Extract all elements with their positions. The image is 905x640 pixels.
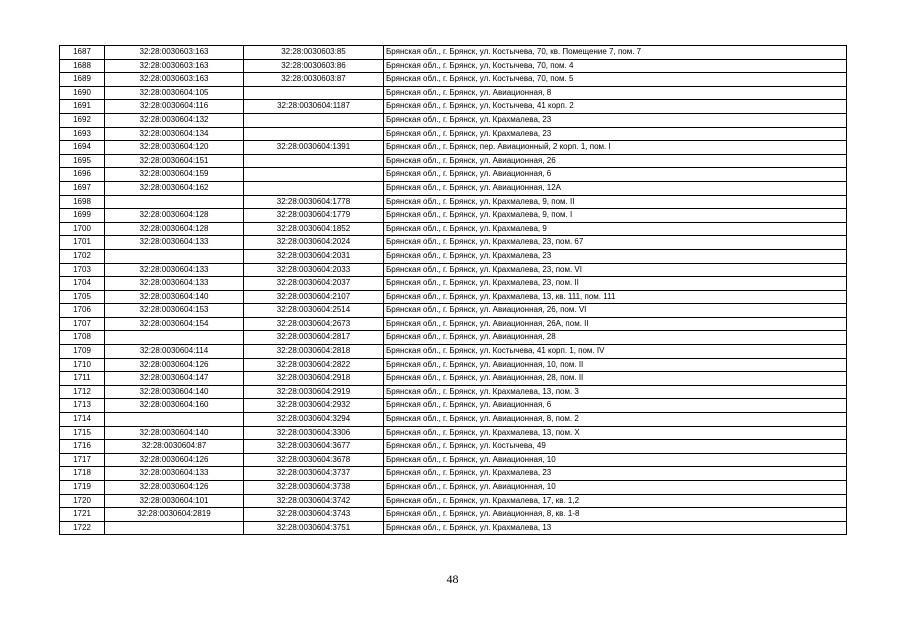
parcel-cadastral-number: 32:28:0030604:154 — [105, 317, 244, 331]
parcel-cadastral-number — [105, 413, 244, 427]
table-row — [60, 222, 847, 236]
parcel-cadastral-number: 32:28:0030604:160 — [105, 399, 244, 413]
object-cadastral-number: 32:28:0030604:1779 — [244, 209, 384, 223]
address-cell: Брянская обл., г. Брянск, ул. Крахмалева, 9, пом. I — [384, 209, 847, 223]
object-cadastral-number — [244, 181, 384, 195]
object-cadastral-number: 32:28:0030604:2818 — [244, 345, 384, 359]
parcel-cadastral-number — [105, 331, 244, 345]
table-row — [60, 413, 847, 427]
parcel-cadastral-number: 32:28:0030604:2819 — [105, 508, 244, 522]
object-cadastral-number: 32:28:0030604:2919 — [244, 385, 384, 399]
address-cell: Брянская обл., г. Брянск, ул. Авиационная, 28, пом. II — [384, 372, 847, 386]
parcel-cadastral-number: 32:28:0030604:153 — [105, 304, 244, 318]
row-number: 1718 — [60, 467, 105, 481]
address-cell: Брянская обл., г. Брянск, ул. Крахмалева, 13 — [384, 521, 847, 535]
address-cell: Брянская обл., г. Брянск, ул. Крахмалева, 13, пом. X — [384, 426, 847, 440]
address-cell: Брянская обл., г. Брянск, ул. Крахмалева, 23 — [384, 127, 847, 141]
table-row — [60, 154, 847, 168]
parcel-cadastral-number: 32:28:0030604:133 — [105, 277, 244, 291]
table-row — [60, 385, 847, 399]
table-row — [60, 467, 847, 481]
address-cell: Брянская обл., г. Брянск, ул. Авиационная, 26 — [384, 154, 847, 168]
row-number: 1698 — [60, 195, 105, 209]
address-cell: Брянская обл., г. Брянск, ул. Костычева, 70, пом. 4 — [384, 59, 847, 73]
address-cell: Брянская обл., г. Брянск, ул. Крахмалева, 9 — [384, 222, 847, 236]
object-cadastral-number: 32:28:0030604:2817 — [244, 331, 384, 345]
page-number: 48 — [446, 572, 459, 586]
object-cadastral-number: 32:28:0030604:2107 — [244, 290, 384, 304]
parcel-cadastral-number: 32:28:0030604:132 — [105, 113, 244, 127]
object-cadastral-number — [244, 127, 384, 141]
object-cadastral-number: 32:28:0030604:3742 — [244, 494, 384, 508]
object-cadastral-number: 32:28:0030604:1852 — [244, 222, 384, 236]
object-cadastral-number: 32:28:0030604:2033 — [244, 263, 384, 277]
object-cadastral-number — [244, 113, 384, 127]
table-row — [60, 73, 847, 87]
object-cadastral-number: 32:28:0030604:1778 — [244, 195, 384, 209]
table-row — [60, 399, 847, 413]
object-cadastral-number: 32:28:0030604:1391 — [244, 141, 384, 155]
row-number: 1708 — [60, 331, 105, 345]
object-cadastral-number: 32:28:0030604:2037 — [244, 277, 384, 291]
object-cadastral-number — [244, 86, 384, 100]
address-cell: Брянская обл., г. Брянск, ул. Крахмалева, 23 — [384, 249, 847, 263]
address-cell: Брянская обл., г. Брянск, ул. Крахмалева, 23, пом. VI — [384, 263, 847, 277]
parcel-cadastral-number — [105, 521, 244, 535]
row-number: 1690 — [60, 86, 105, 100]
parcel-cadastral-number: 32:28:0030604:126 — [105, 453, 244, 467]
row-number: 1700 — [60, 222, 105, 236]
table-row — [60, 317, 847, 331]
address-cell: Брянская обл., г. Брянск, ул. Крахмалева, 23 — [384, 113, 847, 127]
row-number: 1701 — [60, 236, 105, 250]
row-number: 1714 — [60, 413, 105, 427]
row-number: 1694 — [60, 141, 105, 155]
parcel-cadastral-number: 32:28:0030604:87 — [105, 440, 244, 454]
address-cell: Брянская обл., г. Брянск, ул. Костычева, 41 корп. 2 — [384, 100, 847, 114]
object-cadastral-number: 32:28:0030604:3743 — [244, 508, 384, 522]
parcel-cadastral-number: 32:28:0030603:163 — [105, 46, 244, 60]
row-number: 1719 — [60, 481, 105, 495]
table-row — [60, 263, 847, 277]
table-row — [60, 277, 847, 291]
row-number: 1717 — [60, 453, 105, 467]
table-row — [60, 209, 847, 223]
table-row — [60, 481, 847, 495]
table-row — [60, 508, 847, 522]
address-cell: Брянская обл., г. Брянск, ул. Авиационная, 10 — [384, 453, 847, 467]
object-cadastral-number: 32:28:0030604:2673 — [244, 317, 384, 331]
object-cadastral-number: 32:28:0030603:87 — [244, 73, 384, 87]
object-cadastral-number: 32:28:0030603:85 — [244, 46, 384, 60]
object-cadastral-number: 32:28:0030604:3738 — [244, 481, 384, 495]
address-cell: Брянская обл., г. Брянск, ул. Крахмалева, 17, кв. 1,2 — [384, 494, 847, 508]
table-row — [60, 453, 847, 467]
address-cell: Брянская обл., г. Брянск, ул. Крахмалева, 9, пом. II — [384, 195, 847, 209]
row-number: 1696 — [60, 168, 105, 182]
address-cell: Брянская обл., г. Брянск, пер. Авиационный, 2 корп. 1, пом. I — [384, 141, 847, 155]
row-number: 1721 — [60, 508, 105, 522]
parcel-cadastral-number: 32:28:0030604:134 — [105, 127, 244, 141]
row-number: 1688 — [60, 59, 105, 73]
parcel-cadastral-number: 32:28:0030604:133 — [105, 263, 244, 277]
address-cell: Брянская обл., г. Брянск, ул. Крахмалева, 23, пом. II — [384, 277, 847, 291]
address-cell: Брянская обл., г. Брянск, ул. Авиационная, 6 — [384, 168, 847, 182]
address-cell: Брянская обл., г. Брянск, ул. Крахмалева, 13, кв. 111, пом. 111 — [384, 290, 847, 304]
row-number: 1695 — [60, 154, 105, 168]
table-row — [60, 46, 847, 60]
row-number: 1707 — [60, 317, 105, 331]
address-cell: Брянская обл., г. Брянск, ул. Авиационная, 26, пом. VI — [384, 304, 847, 318]
table-row — [60, 345, 847, 359]
parcel-cadastral-number — [105, 249, 244, 263]
row-number: 1720 — [60, 494, 105, 508]
row-number: 1703 — [60, 263, 105, 277]
object-cadastral-number: 32:28:0030604:3751 — [244, 521, 384, 535]
row-number: 1693 — [60, 127, 105, 141]
address-cell: Брянская обл., г. Брянск, ул. Костычева, 70, кв. Помещение 7, пом. 7 — [384, 46, 847, 60]
object-cadastral-number: 32:28:0030604:2932 — [244, 399, 384, 413]
row-number: 1705 — [60, 290, 105, 304]
object-cadastral-number: 32:28:0030604:3306 — [244, 426, 384, 440]
object-cadastral-number: 32:28:0030604:1187 — [244, 100, 384, 114]
row-number: 1722 — [60, 521, 105, 535]
address-cell: Брянская обл., г. Брянск, ул. Костычева, 41 корп. 1, пом. IV — [384, 345, 847, 359]
parcel-cadastral-number: 32:28:0030603:163 — [105, 73, 244, 87]
table-row — [60, 304, 847, 318]
cadastral-table — [59, 45, 847, 535]
table-row — [60, 86, 847, 100]
object-cadastral-number: 32:28:0030604:3294 — [244, 413, 384, 427]
row-number: 1687 — [60, 46, 105, 60]
parcel-cadastral-number: 32:28:0030604:133 — [105, 236, 244, 250]
object-cadastral-number: 32:28:0030604:3737 — [244, 467, 384, 481]
address-cell: Брянская обл., г. Брянск, ул. Авиационная, 8, пом. 2 — [384, 413, 847, 427]
object-cadastral-number: 32:28:0030604:2514 — [244, 304, 384, 318]
parcel-cadastral-number: 32:28:0030604:128 — [105, 209, 244, 223]
table-row — [60, 426, 847, 440]
row-number: 1710 — [60, 358, 105, 372]
table-row — [60, 195, 847, 209]
address-cell: Брянская обл., г. Брянск, ул. Костычева, 70, пом. 5 — [384, 73, 847, 87]
object-cadastral-number — [244, 168, 384, 182]
row-number: 1699 — [60, 209, 105, 223]
parcel-cadastral-number: 32:28:0030604:140 — [105, 426, 244, 440]
row-number: 1712 — [60, 385, 105, 399]
address-cell: Брянская обл., г. Брянск, ул. Авиационная, 8, кв. 1-8 — [384, 508, 847, 522]
parcel-cadastral-number: 32:28:0030604:126 — [105, 481, 244, 495]
address-cell: Брянская обл., г. Брянск, ул. Крахмалева, 23, пом. 67 — [384, 236, 847, 250]
table-row — [60, 127, 847, 141]
table-row — [60, 181, 847, 195]
table-row — [60, 440, 847, 454]
parcel-cadastral-number: 32:28:0030604:101 — [105, 494, 244, 508]
address-cell: Брянская обл., г. Брянск, ул. Авиационная, 28 — [384, 331, 847, 345]
object-cadastral-number: 32:28:0030604:2918 — [244, 372, 384, 386]
table-row — [60, 249, 847, 263]
object-cadastral-number: 32:28:0030604:2031 — [244, 249, 384, 263]
table-row — [60, 521, 847, 535]
table-row — [60, 141, 847, 155]
parcel-cadastral-number: 32:28:0030604:147 — [105, 372, 244, 386]
table-row — [60, 168, 847, 182]
parcel-cadastral-number: 32:28:0030604:159 — [105, 168, 244, 182]
object-cadastral-number: 32:28:0030604:3678 — [244, 453, 384, 467]
row-number: 1706 — [60, 304, 105, 318]
address-cell: Брянская обл., г. Брянск, ул. Авиационная, 10 — [384, 481, 847, 495]
address-cell: Брянская обл., г. Брянск, ул. Авиационная, 10, пом. II — [384, 358, 847, 372]
table-row — [60, 372, 847, 386]
row-number: 1711 — [60, 372, 105, 386]
table-row — [60, 358, 847, 372]
row-number: 1715 — [60, 426, 105, 440]
address-cell: Брянская обл., г. Брянск, ул. Авиационная, 26А, пом. II — [384, 317, 847, 331]
address-cell: Брянская обл., г. Брянск, ул. Крахмалева, 23 — [384, 467, 847, 481]
parcel-cadastral-number — [105, 195, 244, 209]
parcel-cadastral-number: 32:28:0030604:126 — [105, 358, 244, 372]
row-number: 1702 — [60, 249, 105, 263]
row-number: 1713 — [60, 399, 105, 413]
table-row — [60, 100, 847, 114]
row-number: 1692 — [60, 113, 105, 127]
table-body — [60, 46, 847, 535]
row-number: 1704 — [60, 277, 105, 291]
address-cell: Брянская обл., г. Брянск, ул. Авиационная, 8 — [384, 86, 847, 100]
table-row — [60, 290, 847, 304]
object-cadastral-number: 32:28:0030603:86 — [244, 59, 384, 73]
row-number: 1716 — [60, 440, 105, 454]
object-cadastral-number: 32:28:0030604:2822 — [244, 358, 384, 372]
table-row — [60, 236, 847, 250]
address-cell: Брянская обл., г. Брянск, ул. Костычева, 49 — [384, 440, 847, 454]
parcel-cadastral-number: 32:28:0030603:163 — [105, 59, 244, 73]
parcel-cadastral-number: 32:28:0030604:140 — [105, 290, 244, 304]
table-row — [60, 494, 847, 508]
table-row — [60, 331, 847, 345]
address-cell: Брянская обл., г. Брянск, ул. Авиационная, 6 — [384, 399, 847, 413]
parcel-cadastral-number: 32:28:0030604:133 — [105, 467, 244, 481]
parcel-cadastral-number: 32:28:0030604:151 — [105, 154, 244, 168]
table-row — [60, 59, 847, 73]
parcel-cadastral-number: 32:28:0030604:120 — [105, 141, 244, 155]
parcel-cadastral-number: 32:28:0030604:128 — [105, 222, 244, 236]
row-number: 1689 — [60, 73, 105, 87]
object-cadastral-number: 32:28:0030604:2024 — [244, 236, 384, 250]
parcel-cadastral-number: 32:28:0030604:116 — [105, 100, 244, 114]
object-cadastral-number — [244, 154, 384, 168]
row-number: 1691 — [60, 100, 105, 114]
parcel-cadastral-number: 32:28:0030604:114 — [105, 345, 244, 359]
object-cadastral-number: 32:28:0030604:3677 — [244, 440, 384, 454]
row-number: 1709 — [60, 345, 105, 359]
parcel-cadastral-number: 32:28:0030604:140 — [105, 385, 244, 399]
parcel-cadastral-number: 32:28:0030604:162 — [105, 181, 244, 195]
address-cell: Брянская обл., г. Брянск, ул. Крахмалева, 13, пом. 3 — [384, 385, 847, 399]
table-row — [60, 113, 847, 127]
row-number: 1697 — [60, 181, 105, 195]
parcel-cadastral-number: 32:28:0030604:105 — [105, 86, 244, 100]
address-cell: Брянская обл., г. Брянск, ул. Авиационная, 12А — [384, 181, 847, 195]
